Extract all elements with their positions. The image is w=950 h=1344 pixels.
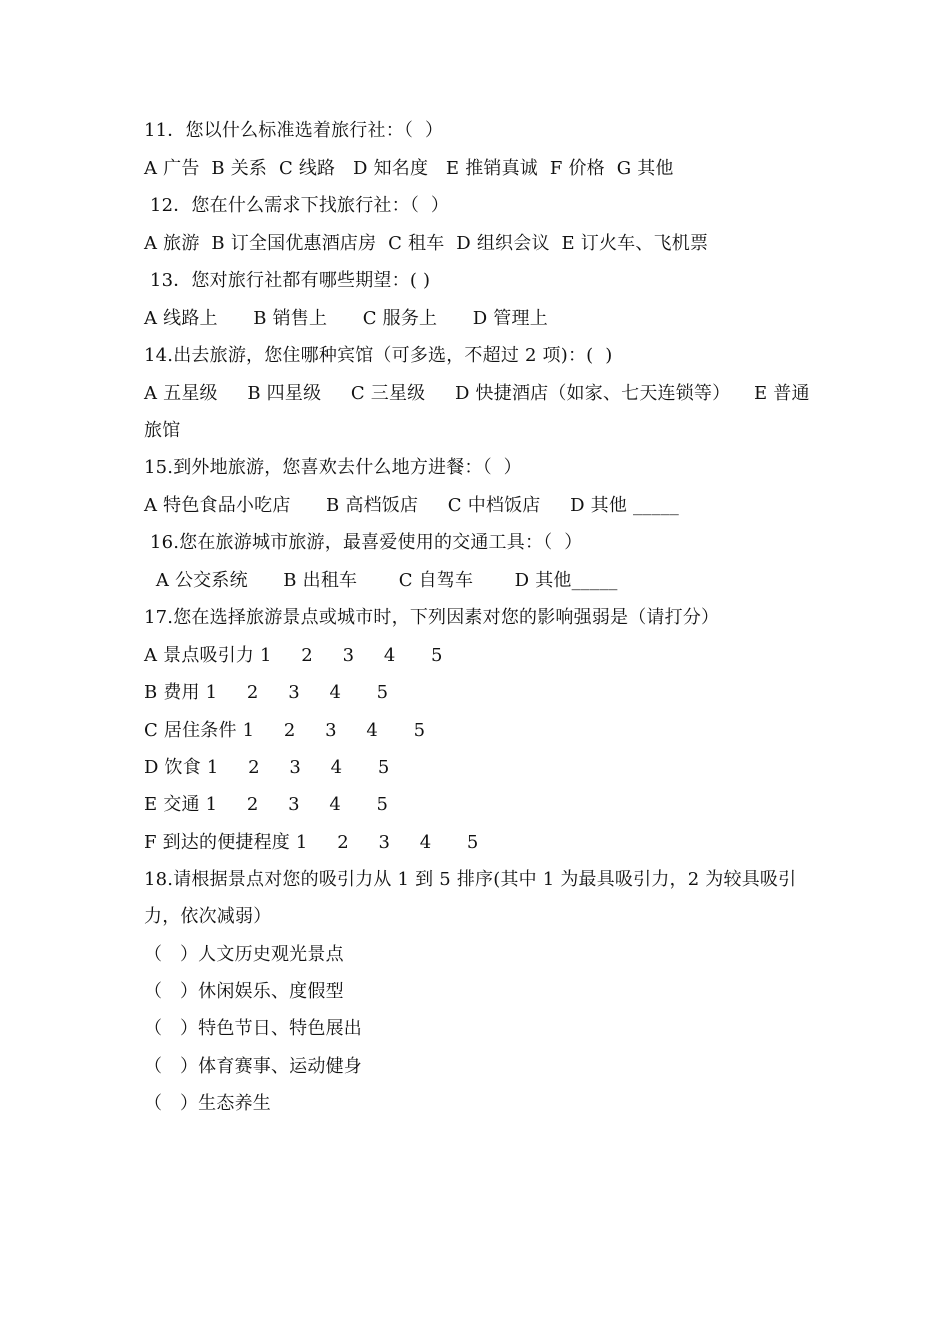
question-18-prompt: 18.请根据景点对您的吸引力从 1 到 5 排序(其中 1 为最具吸引力，2 为较具吸引	[144, 869, 797, 890]
question-17-factor-e: E 交通 1 2 3 4 5	[144, 794, 389, 815]
question-18-item-2: （ ）休闲娱乐、度假型	[144, 981, 344, 1002]
question-18-item-4: （ ）体育赛事、运动健身	[144, 1056, 362, 1077]
question-18-item-3: （ ）特色节日、特色展出	[144, 1018, 362, 1039]
question-15-prompt: 15.到外地旅游，您喜欢去什么地方进餐：（ ）	[144, 457, 522, 478]
question-11-options: A 广告 B 关系 C 线路 D 知名度 E 推销真诚 F 价格 G 其他	[144, 158, 674, 179]
question-12-options: A 旅游 B 订全国优惠酒店房 C 租车 D 组织会议 E 订火车、飞机票	[144, 233, 709, 254]
question-17-factor-f: F 到达的便捷程度 1 2 3 4 5	[144, 832, 479, 853]
question-17-factor-d: D 饮食 1 2 3 4 5	[144, 757, 390, 778]
question-18-item-1: （ ）人文历史观光景点	[144, 944, 344, 965]
question-18-prompt-cont: 力，依次减弱）	[144, 906, 272, 927]
question-18-item-5: （ ）生态养生	[144, 1093, 271, 1114]
question-14-options-cont: 旅馆	[144, 420, 181, 441]
question-15-options: A 特色食品小吃店 B 高档饭店 C 中档饭店 D 其他 _____	[144, 495, 679, 516]
question-16-prompt: 16.您在旅游城市旅游，最喜爱使用的交通工具：（ ）	[144, 532, 583, 553]
question-17-factor-b: B 费用 1 2 3 4 5	[144, 682, 389, 703]
question-13-prompt: 13．您对旅行社都有哪些期望：( )	[144, 270, 431, 291]
question-14-prompt: 14.出去旅游，您住哪种宾馆（可多选，不超过 2 项)：( )	[144, 345, 613, 366]
question-13-options: A 线路上 B 销售上 C 服务上 D 管理上	[144, 308, 548, 329]
question-14-options: A 五星级 B 四星级 C 三星级 D 快捷酒店（如家、七天连锁等） E 普通	[144, 383, 810, 404]
question-17-factor-c: C 居住条件 1 2 3 4 5	[144, 720, 426, 741]
question-17-factor-a: A 景点吸引力 1 2 3 4 5	[144, 645, 443, 666]
question-16-options: A 公交系统 B 出租车 C 自驾车 D 其他_____	[144, 570, 618, 591]
question-17-prompt: 17.您在选择旅游景点或城市时，下列因素对您的影响强弱是（请打分）	[144, 607, 720, 628]
question-12-prompt: 12．您在什么需求下找旅行社：（ ）	[144, 195, 450, 216]
question-11-prompt: 11．您以什么标准选着旅行社：（ ）	[144, 120, 444, 141]
